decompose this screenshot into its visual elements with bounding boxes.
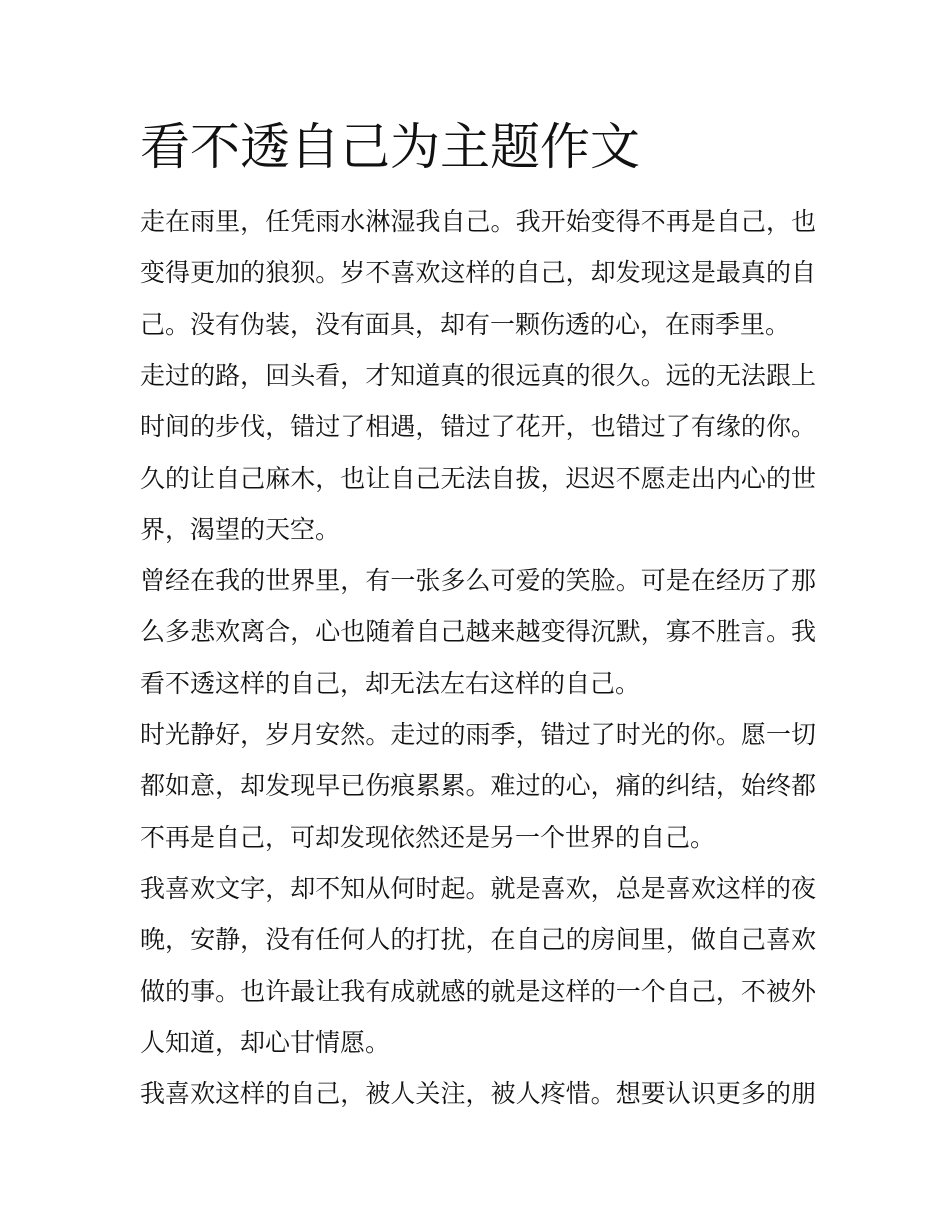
text-line: 我喜欢这样的自己，被人关注，被人疼惜。想要认识更多的朋 (140, 1079, 816, 1109)
text-line: 人知道，却心甘情愿。 (140, 1027, 391, 1057)
text-line: 我喜欢文字，却不知从何时起。就是喜欢，总是喜欢这样的夜 (140, 873, 816, 903)
text-line: 么多悲欢离合，心也随着自己越来越变得沉默，寡不胜言。我 (140, 617, 816, 647)
text-line: 走在雨里，任凭雨水淋湿我自己。我开始变得不再是自己，也 (140, 207, 816, 236)
text-line: 走过的路，回头看，才知道真的很远真的很久。远的无法跟上 (140, 360, 816, 390)
text-line: 看不透这样的自己，却无法左右这样的自己。 (140, 668, 641, 698)
text-line: 变得更加的狼狈。岁不喜欢这样的自己，却发现这是最真的自 (140, 258, 816, 288)
text-line: 己。没有伪装，没有面具，却有一颗伤透的心，在雨季里。 (140, 309, 791, 339)
text-line: 做的事。也许最让我有成就感的就是这样的一个自己，不被外 (140, 976, 816, 1006)
text-line: 久的让自己麻木，也让自己无法自拔，迟迟不愿走出内心的世 (140, 463, 816, 493)
text-line: 晚，安静，没有任何人的打扰，在自己的房间里，做自己喜欢 (140, 925, 816, 955)
text-line: 不再是自己，可却发现依然还是另一个世界的自己。 (140, 822, 716, 852)
text-line: 时间的步伐，错过了相遇，错过了花开，也错过了有缘的你。 (140, 412, 816, 442)
text-line: 界，渴望的天空。 (140, 514, 341, 544)
document-title: 看不透自己为主题作文 (140, 118, 640, 176)
text-line: 时光静好，岁月安然。走过的雨季，错过了时光的你。愿一切 (140, 720, 816, 749)
text-line: 曾经在我的世界里，有一张多么可爱的笑脸。可是在经历了那 (140, 566, 816, 596)
text-line: 都如意，却发现早已伤痕累累。难过的心，痛的纠结，始终都 (140, 771, 816, 801)
